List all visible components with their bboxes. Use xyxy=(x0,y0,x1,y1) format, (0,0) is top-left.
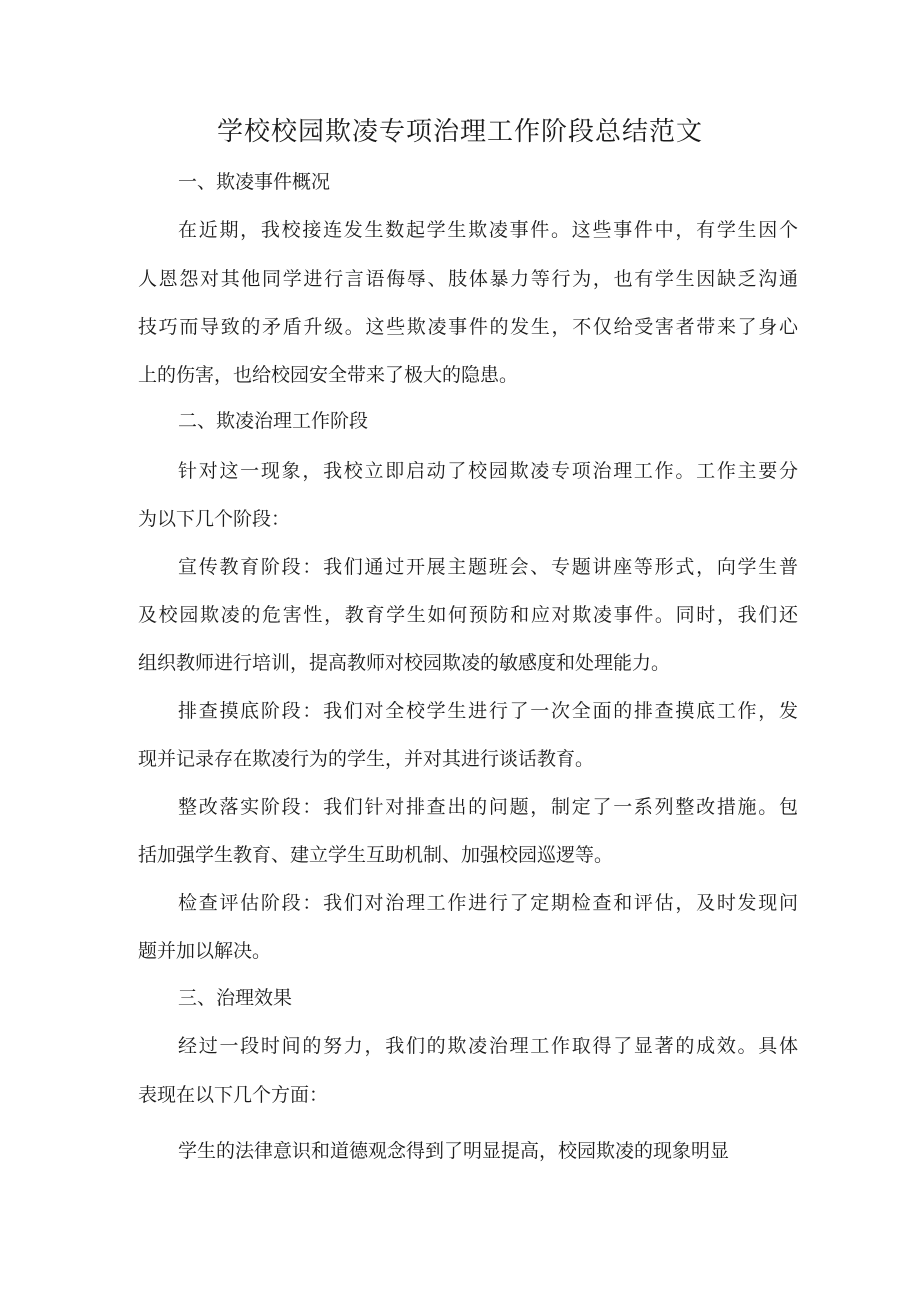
paragraph-line: 在近期，我校接连发生数起学生欺凌事件。这些事件中，有学生因个 xyxy=(178,219,798,241)
document-title: 学校校园欺凌专项治理工作阶段总结范文 xyxy=(216,117,703,147)
section-heading-1: 一、欺凌事件概况 xyxy=(178,171,331,193)
paragraph-line: 上的伤害，也给校园安全带来了极大的隐患。 xyxy=(138,364,519,386)
paragraph-line: 经过一段时间的努力，我们的欺凌治理工作取得了显著的成效。具体 xyxy=(178,1035,798,1057)
paragraph-line: 为以下几个阶段： xyxy=(138,508,291,530)
paragraph-line: 针对这一现象，我校立即启动了校园欺凌专项治理工作。工作主要分 xyxy=(178,460,798,482)
paragraph-line: 括加强学生教育、建立学生互助机制、加强校园巡逻等。 xyxy=(138,844,614,866)
paragraph-line: 现并记录存在欺凌行为的学生，并对其进行谈话教育。 xyxy=(138,748,595,770)
paragraph-line: 排查摸底阶段：我们对全校学生进行了一次全面的排查摸底工作，发 xyxy=(178,700,798,722)
paragraph-line: 组织教师进行培训，提高教师对校园欺凌的敏感度和处理能力。 xyxy=(138,652,671,674)
paragraph-line: 人恩怨对其他同学进行言语侮辱、肢体暴力等行为，也有学生因缺乏沟通 xyxy=(138,268,798,290)
paragraph-line: 及校园欺凌的危害性，教育学生如何预防和应对欺凌事件。同时，我们还 xyxy=(138,604,798,626)
paragraph-line: 题并加以解决。 xyxy=(138,940,272,962)
paragraph-line: 技巧而导致的矛盾升级。这些欺凌事件的发生，不仅给受害者带来了身心 xyxy=(138,316,798,338)
section-heading-3: 三、治理效果 xyxy=(178,987,293,1009)
paragraph-line: 表现在以下几个方面： xyxy=(138,1084,329,1106)
section-heading-2: 二、欺凌治理工作阶段 xyxy=(178,410,369,432)
paragraph-line: 检查评估阶段：我们对治理工作进行了定期检查和评估，及时发现问 xyxy=(178,892,798,914)
paragraph-line: 整改落实阶段：我们针对排查出的问题，制定了一系列整改措施。包 xyxy=(178,796,798,818)
paragraph-line: 学生的法律意识和道德观念得到了明显提高，校园欺凌的现象明显 xyxy=(178,1140,730,1162)
paragraph-line: 宣传教育阶段：我们通过开展主题班会、专题讲座等形式，向学生普 xyxy=(178,556,798,578)
